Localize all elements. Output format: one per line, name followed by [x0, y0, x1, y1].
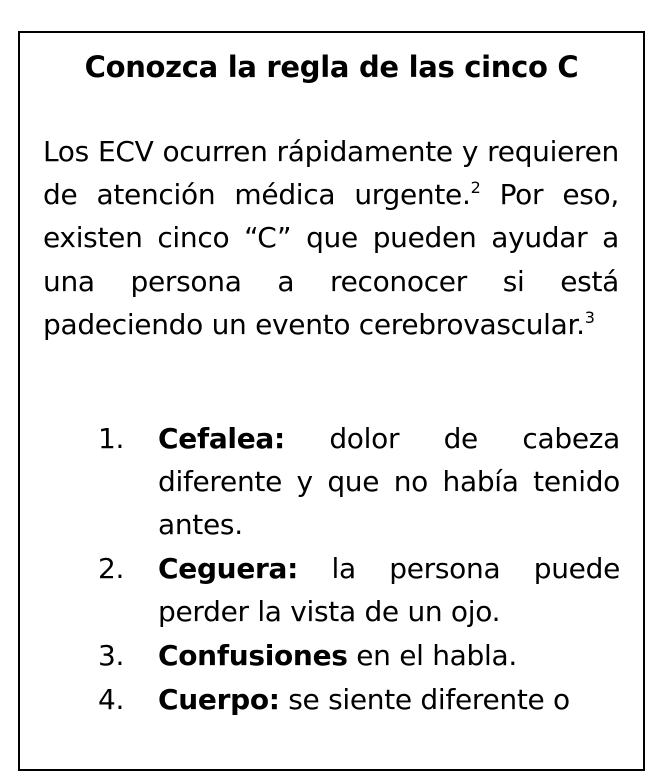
list-number: 4.: [98, 683, 125, 716]
list-text: se siente diferente o: [279, 683, 570, 716]
list-term: Cefalea:: [158, 422, 285, 455]
list-number: 3.: [98, 639, 125, 672]
list-term: Confusiones: [158, 639, 348, 672]
intro-text-1: Los ECV ocurren rápidamente y requieren de atención médica urgente.: [43, 135, 619, 212]
list-item: [98, 634, 620, 677]
list-text: la persona puede perder la vista de un ojo.: [158, 552, 620, 628]
box-title: Conozca la regla de las cinco C: [84, 50, 579, 84]
list-term: Ceguera:: [158, 552, 299, 585]
five-c-list: [98, 417, 620, 722]
footnote-ref-3: 3: [584, 307, 595, 327]
list-text: dolor de cabeza diferente y que no había tenido antes.: [158, 422, 620, 541]
list-number: 2.: [98, 552, 125, 585]
intro-paragraph: [43, 130, 619, 346]
footnote-ref-2: 2: [470, 178, 481, 198]
intro-text-2: Por eso, existen cinco “C” que pueden ayudar a una persona a reconocer si está padeciendo un evento cerebrovascular.: [43, 178, 619, 341]
list-item: [98, 417, 620, 546]
list-item: [98, 678, 620, 721]
list-text: en el habla.: [347, 639, 517, 672]
info-box: [18, 31, 645, 771]
list-item: [98, 547, 620, 633]
list-term: Cuerpo:: [158, 683, 280, 716]
list-number: 1.: [98, 422, 125, 455]
